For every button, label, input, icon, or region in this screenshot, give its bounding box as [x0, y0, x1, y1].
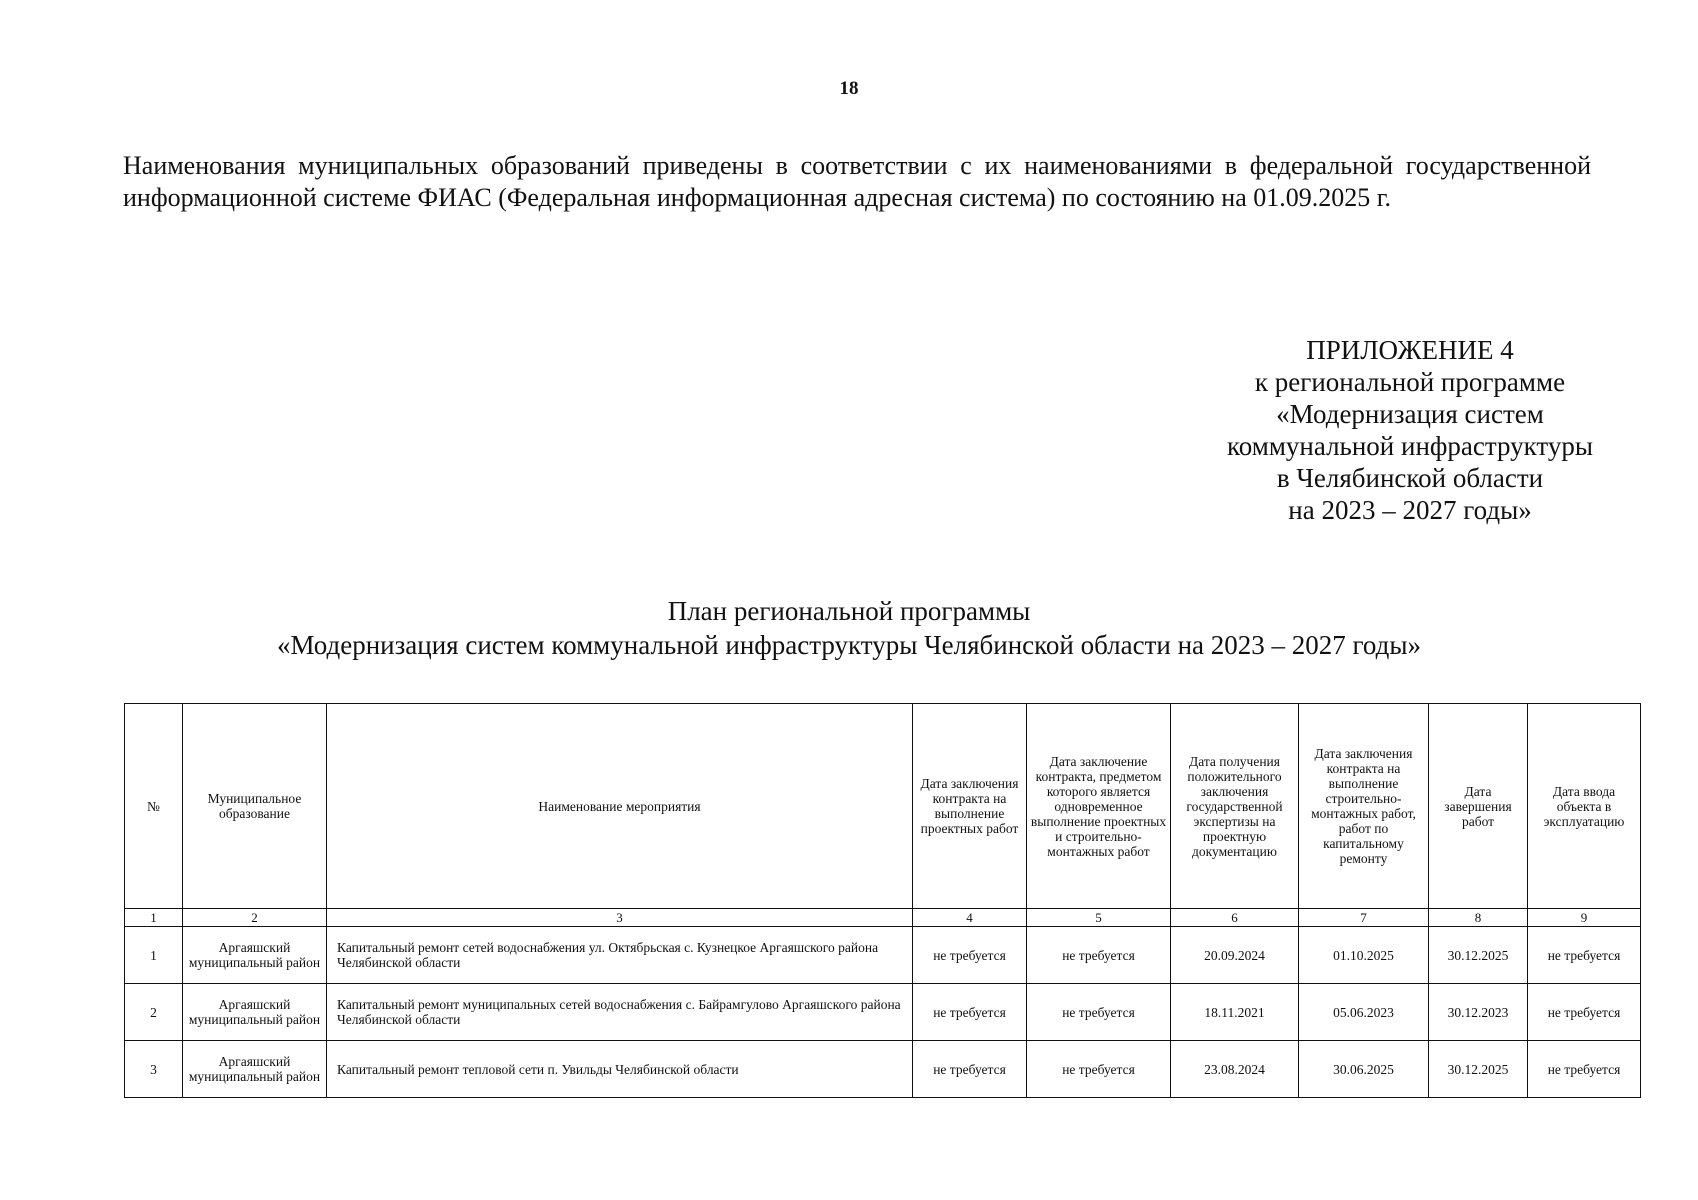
row-number: 3: [125, 1041, 183, 1098]
column-number: 9: [1528, 909, 1641, 927]
table-cell: не требуется: [1027, 927, 1171, 984]
table-cell: 30.12.2023: [1429, 984, 1528, 1041]
page-number: 18: [839, 78, 859, 99]
table-cell: не требуется: [913, 984, 1027, 1041]
table-cell: 30.06.2025: [1299, 1041, 1429, 1098]
annex-line: к региональной программе: [1254, 367, 1566, 397]
event-name-cell: Капитальный ремонт муниципальных сетей водоснабжения с. Байрамгулово Аргаяшского района Челябинской области: [327, 984, 913, 1041]
column-number: 3: [327, 909, 913, 927]
table-row: [125, 927, 1641, 984]
column-number: 1: [125, 909, 183, 927]
plan-title: [0, 594, 1698, 662]
table-cell: 20.09.2024: [1171, 927, 1299, 984]
plan-table: [124, 703, 1641, 1098]
municipality-cell: Аргаяшский муниципальный район: [183, 984, 327, 1041]
column-header: Муниципальное образование: [183, 704, 327, 909]
column-number: 6: [1171, 909, 1299, 927]
table-cell: 01.10.2025: [1299, 927, 1429, 984]
column-header: Наименование мероприятия: [327, 704, 913, 909]
column-header: Дата заключение контракта, предметом которого является одновременное выполнение проектных и строительно-монтажных работ: [1027, 704, 1171, 909]
annex-line: коммунальной инфраструктуры: [1227, 431, 1593, 461]
table-cell: 30.12.2025: [1429, 927, 1528, 984]
column-header: Дата ввода объекта в эксплуатацию: [1528, 704, 1641, 909]
municipality-cell: Аргаяшский муниципальный район: [183, 1041, 327, 1098]
table-cell: не требуется: [1027, 1041, 1171, 1098]
column-header: №: [125, 704, 183, 909]
plan-title-line: План региональной программы: [667, 596, 1031, 626]
table-cell: не требуется: [1528, 927, 1641, 984]
column-number-row: [125, 909, 1641, 927]
column-number: 4: [913, 909, 1027, 927]
event-name-cell: Капитальный ремонт сетей водоснабжения ул. Октябрьская с. Кузнецкое Аргаяшского района Челябинской области: [327, 927, 913, 984]
column-number: 8: [1429, 909, 1528, 927]
column-number: 7: [1299, 909, 1429, 927]
intro-paragraph: Наименования муниципальных образований приведены в соответствии с их наименованиями в федеральной государственной информационной системе ФИАС (Федеральная информационная адресная система) по состоянию на 01.09.2025 г.: [123, 151, 1591, 212]
column-header: Дата заключения контракта на выполнение строительно-монтажных работ, работ по капитальному ремонту: [1299, 704, 1429, 909]
row-number: 2: [125, 984, 183, 1041]
table-cell: не требуется: [1528, 984, 1641, 1041]
annex-line: в Челябинской области: [1276, 463, 1544, 493]
annex-line: «Модернизация систем: [1276, 399, 1544, 429]
column-number: 2: [183, 909, 327, 927]
municipality-cell: Аргаяшский муниципальный район: [183, 927, 327, 984]
table-cell: не требуется: [1027, 984, 1171, 1041]
row-number: 1: [125, 927, 183, 984]
table-cell: 30.12.2025: [1429, 1041, 1528, 1098]
annex-line: на 2023 – 2027 годы»: [1288, 495, 1532, 525]
table-cell: 05.06.2023: [1299, 984, 1429, 1041]
table-header-row: [125, 704, 1641, 909]
event-name-cell: Капитальный ремонт тепловой сети п. Увильды Челябинской области: [327, 1041, 913, 1098]
table-cell: 23.08.2024: [1171, 1041, 1299, 1098]
table-cell: 18.11.2021: [1171, 984, 1299, 1041]
annex-block: [1180, 334, 1640, 526]
column-number: 5: [1027, 909, 1171, 927]
table-cell: не требуется: [913, 927, 1027, 984]
plan-title-line: «Модернизация систем коммунальной инфраструктуры Челябинской области на 2023 – 2027 годы»: [276, 630, 1422, 660]
table-row: [125, 984, 1641, 1041]
table-row: [125, 1041, 1641, 1098]
annex-title: ПРИЛОЖЕНИЕ 4: [1306, 335, 1514, 365]
column-header: Дата заключения контракта на выполнение проектных работ: [913, 704, 1027, 909]
table-cell: не требуется: [913, 1041, 1027, 1098]
column-header: Дата завершения работ: [1429, 704, 1528, 909]
column-header: Дата получения положительного заключения государственной экспертизы на проектную документацию: [1171, 704, 1299, 909]
table-cell: не требуется: [1528, 1041, 1641, 1098]
